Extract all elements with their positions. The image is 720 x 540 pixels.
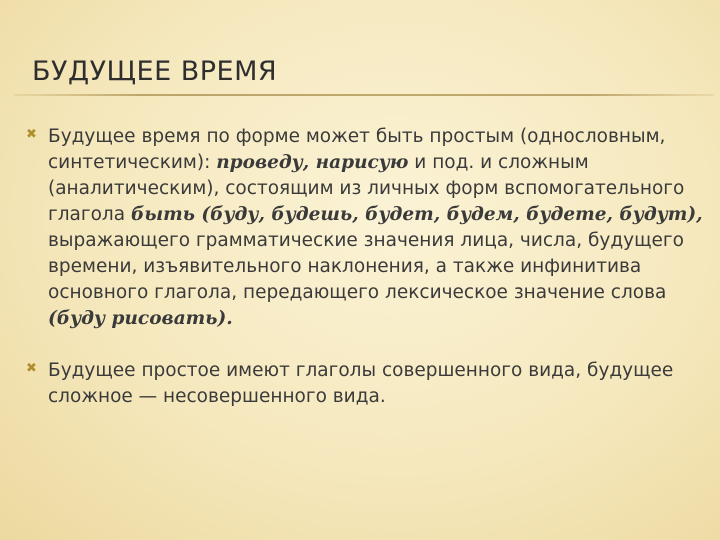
bullet-1-example-verbs: проведу, нарисую [216,152,409,173]
title-divider [14,94,714,96]
bullet-list [26,124,706,436]
bullet-1-text-a: Будущее время по форме может быть простым (однословным, синтетическим): [48,126,666,173]
slide-title: БУДУЩЕЕ ВРЕМЯ [32,56,278,87]
bullet-1-text-b: и под. и сложным (аналитическим), состоящим из личных форм вспомогательного глагола [48,152,685,225]
bullet-1-text-c: выражающего грамматические значения лица, числа, будущего времени, изъявительного наклонения, а также инфинитива основного глагола, передающего лексическое значение слова [48,230,684,303]
bullet-item-1 [26,124,706,332]
x-mark-icon: ✖ [26,361,37,376]
bullet-1-example-phrase: (буду рисовать). [48,308,233,329]
bullet-text-1 [48,124,706,332]
bullet-1-auxiliary-forms: быть (буду, будешь, будет, будем, будете, будут), [130,204,703,225]
bullet-item-2 [26,358,706,410]
x-mark-icon: ✖ [26,127,37,142]
bullet-text-2: Будущее простое имеют глаголы совершенного вида, будущее сложное — несовершенного вида. [48,360,674,407]
